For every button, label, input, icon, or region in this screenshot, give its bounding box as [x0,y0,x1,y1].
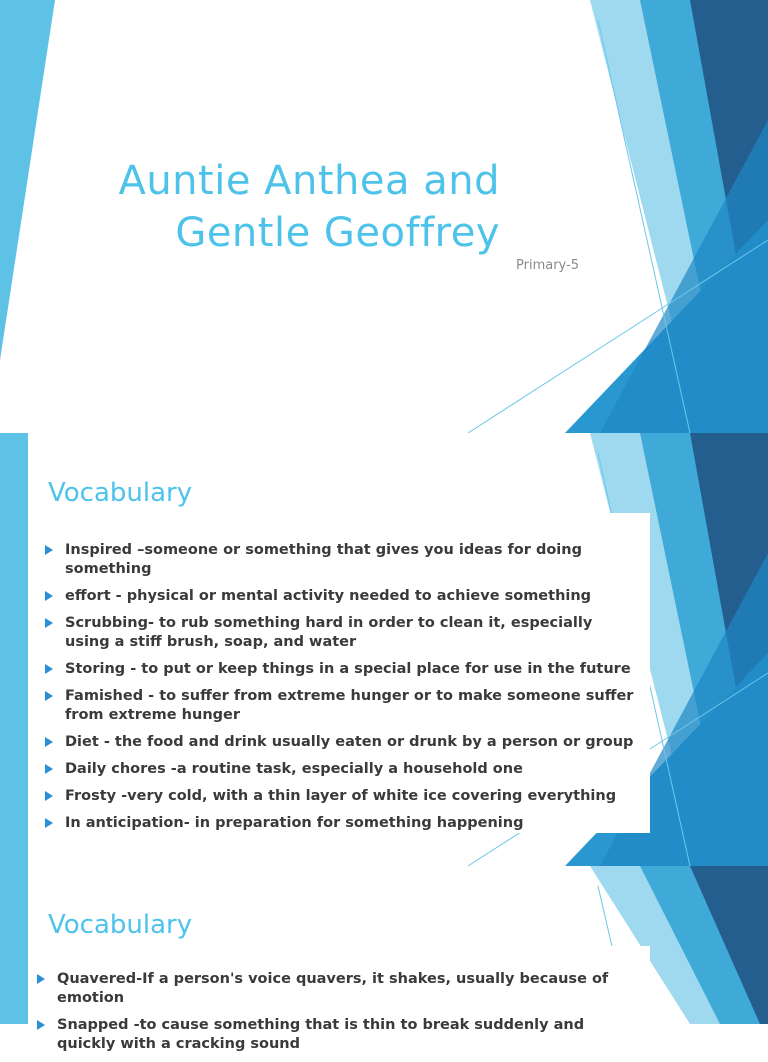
vocabulary-item [45,760,635,779]
vocabulary-item [37,970,637,1008]
bullet-arrow-icon [37,974,45,984]
vocabulary-item [45,587,635,606]
vocabulary-item-text: Daily chores -a routine task, especially a household one [65,761,523,777]
slide-1 [0,0,768,433]
bullet-arrow-icon [45,618,53,628]
bullet-arrow-icon [45,664,53,674]
vocabulary-item [45,814,635,833]
vocabulary-item [45,541,635,579]
slide-3 [0,866,768,1052]
slide-subtitle: Primary-5 [516,258,579,273]
vocabulary-item-text: Storing - to put or keep things in a special place for use in the future [65,661,631,677]
vocabulary-item-text: Famished - to suffer from extreme hunger or to make someone suffer from extreme hunger [65,688,634,723]
slide-title-line-1: Auntie Anthea and [118,158,500,204]
bullet-arrow-icon [45,691,53,701]
bullet-arrow-icon [45,791,53,801]
slide-2-heading: Vocabulary [48,478,193,508]
slide-3-heading: Vocabulary [48,910,193,940]
vocabulary-list-2 [37,970,637,1062]
vocabulary-item-text: Frosty -very cold, with a thin layer of white ice covering everything [65,788,617,804]
vocabulary-item-text: Diet - the food and drink usually eaten or drunk by a person or group [65,734,634,750]
slide-title-line-2: Gentle Geoffrey [175,210,500,256]
vocabulary-item-text: Snapped -to cause something that is thin to break suddenly and quickly with a cracking sound [57,1017,585,1052]
bullet-arrow-icon [45,737,53,747]
vocabulary-list-1 [45,541,635,841]
bullet-arrow-icon [37,1020,45,1030]
bullet-arrow-icon [45,764,53,774]
slide-title [118,155,500,259]
vocabulary-item [37,1016,637,1054]
vocabulary-item [45,660,635,679]
vocabulary-item-text: Scrubbing- to rub something hard in order to clean it, especially using a stiff brush, soap, and water [65,615,593,650]
vocabulary-item-text: Quavered-If a person's voice quavers, it shakes, usually because of emotion [57,971,609,1006]
bullet-arrow-icon [45,545,53,555]
bullet-arrow-icon [45,591,53,601]
slide-2 [0,433,768,866]
vocabulary-item-text: effort - physical or mental activity needed to achieve something [65,588,592,604]
vocabulary-item [45,787,635,806]
vocabulary-item [45,733,635,752]
vocabulary-item [45,687,635,725]
bullet-arrow-icon [45,818,53,828]
vocabulary-item [45,614,635,652]
vocabulary-item-text: In anticipation- in preparation for something happening [65,815,524,831]
vocabulary-item-text: Inspired –someone or something that gives you ideas for doing something [65,542,582,577]
